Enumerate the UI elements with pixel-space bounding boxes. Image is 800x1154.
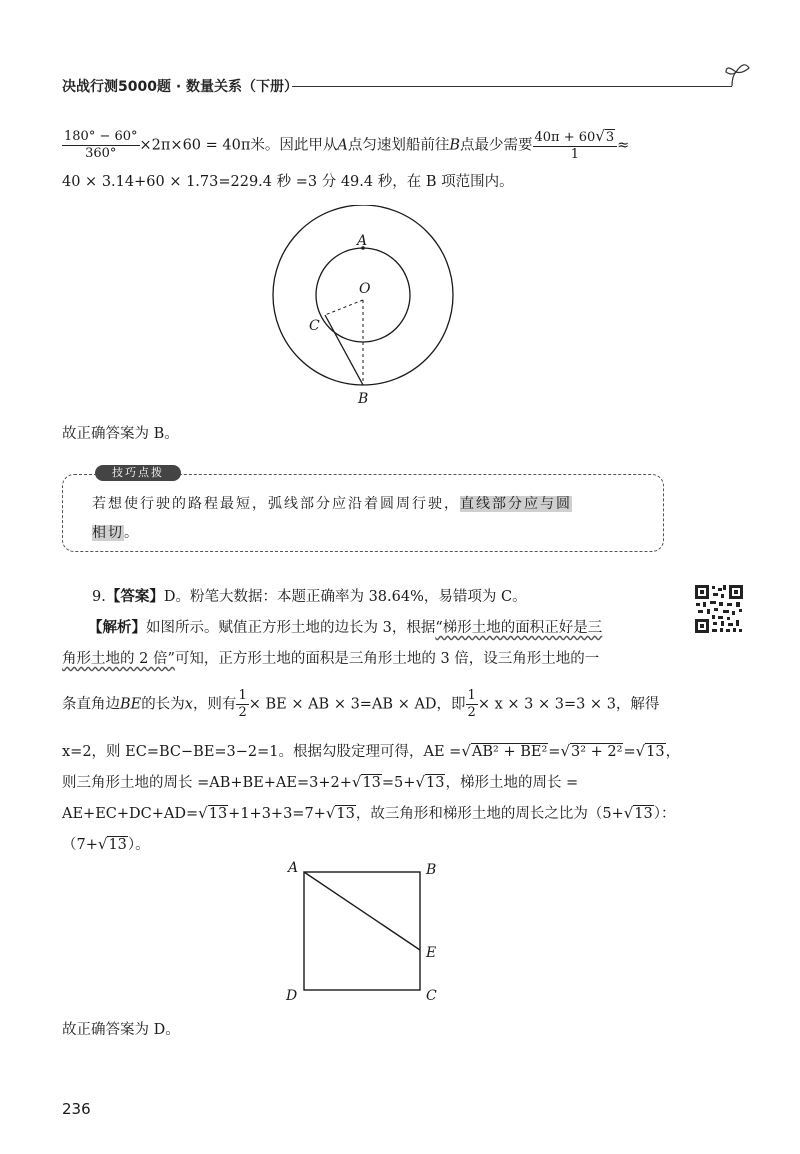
q9-answer-line: 9.【答案】D。粉笔大数据：本题正确率为 38.64%，易错项为 C。 bbox=[92, 589, 527, 605]
answer-line-prev: 故正确答案为 B。 bbox=[62, 426, 179, 442]
tangent-cb bbox=[325, 315, 363, 385]
tip-line-1: 若想使行驶的路程最短，弧线部分应沿着圆周行驶，直线部分应与圆 bbox=[92, 496, 572, 512]
label-a: A bbox=[357, 233, 368, 249]
label-d: D bbox=[286, 988, 298, 1003]
radius-oc bbox=[325, 300, 363, 315]
label-a: A bbox=[288, 860, 299, 876]
fraction-time: $\frac{40\pi + 60√3}{1}$ bbox=[533, 128, 618, 163]
running-header-title: 决战行测5000题 · 数量关系（下册） bbox=[62, 79, 299, 95]
square-figure bbox=[280, 858, 450, 1003]
header-rule bbox=[292, 86, 732, 87]
q9-analysis-line-3: 条直角边BE的长为x，则有 $\frac{1}{2}$ × BE × AB × 3=AB × AD，即 $\frac{1}{2}$ × x × 3 × 3=3 × 3，解得 bbox=[62, 688, 660, 720]
fraction-half: $\frac{1}{2}$ bbox=[238, 688, 247, 720]
solution-line-1: $\frac{180^\circ - 60^\circ}{360^\circ}$ ×2π×60 = 40π米。因此甲从A点匀速划船前往B点最少需要 $\frac{40\pi + 60√3}{1}$ ≈ bbox=[64, 127, 630, 162]
q9-analysis-line-1: 【解析】如图所示。赋值正方形土地的边长为 3，根据“梯形土地的面积正好是三 bbox=[88, 620, 603, 636]
tip-line-2: 相切。 bbox=[92, 525, 140, 541]
label-c: C bbox=[426, 988, 437, 1003]
q9-analysis-line-5: 则三角形土地的周长 =AB+BE+AE=3+2+√13=5+√13，梯形土地的周长 = bbox=[62, 773, 579, 791]
label-b: B bbox=[426, 862, 437, 878]
tip-label: 技巧点拨 bbox=[95, 465, 181, 481]
label-c: C bbox=[309, 318, 320, 334]
answer-line-q9: 故正确答案为 D。 bbox=[62, 1022, 180, 1038]
q9-analysis-line-4: x=2，则 EC=BC−BE=3−2=1。根据勾股定理可得，AE =√AB² + BE²=√3² + 2²=√13， bbox=[62, 742, 681, 760]
q9-analysis-line-6: AE+EC+DC+AD=√13+1+3+3=7+√13，故三角形和梯形土地的周长之比为（5+√13）： bbox=[62, 804, 676, 822]
page-number: 236 bbox=[62, 1100, 91, 1118]
segment-ae bbox=[304, 872, 420, 950]
label-o: O bbox=[359, 281, 371, 297]
circles-figure bbox=[262, 205, 462, 410]
fraction-half-2: $\frac{1}{2}$ bbox=[467, 688, 476, 720]
qr-code bbox=[694, 584, 744, 634]
fraction-angle: $\frac{180^\circ - 60^\circ}{360^\circ}$ bbox=[64, 129, 138, 161]
q9-analysis-line-2: 角形土地的 2 倍”可知，正方形土地的面积是三角形土地的 3 倍，设三角形土地的一 bbox=[62, 651, 600, 667]
q9-analysis-line-7: （7+√13）。 bbox=[62, 835, 150, 853]
label-e: E bbox=[426, 945, 437, 961]
label-b: B bbox=[358, 391, 369, 407]
sprout-icon bbox=[722, 58, 752, 90]
square-abcd bbox=[304, 872, 420, 990]
solution-line-2: 40 × 3.14+60 × 1.73=229.4 秒 =3 分 49.4 秒，在 B 项范围内。 bbox=[62, 174, 514, 190]
